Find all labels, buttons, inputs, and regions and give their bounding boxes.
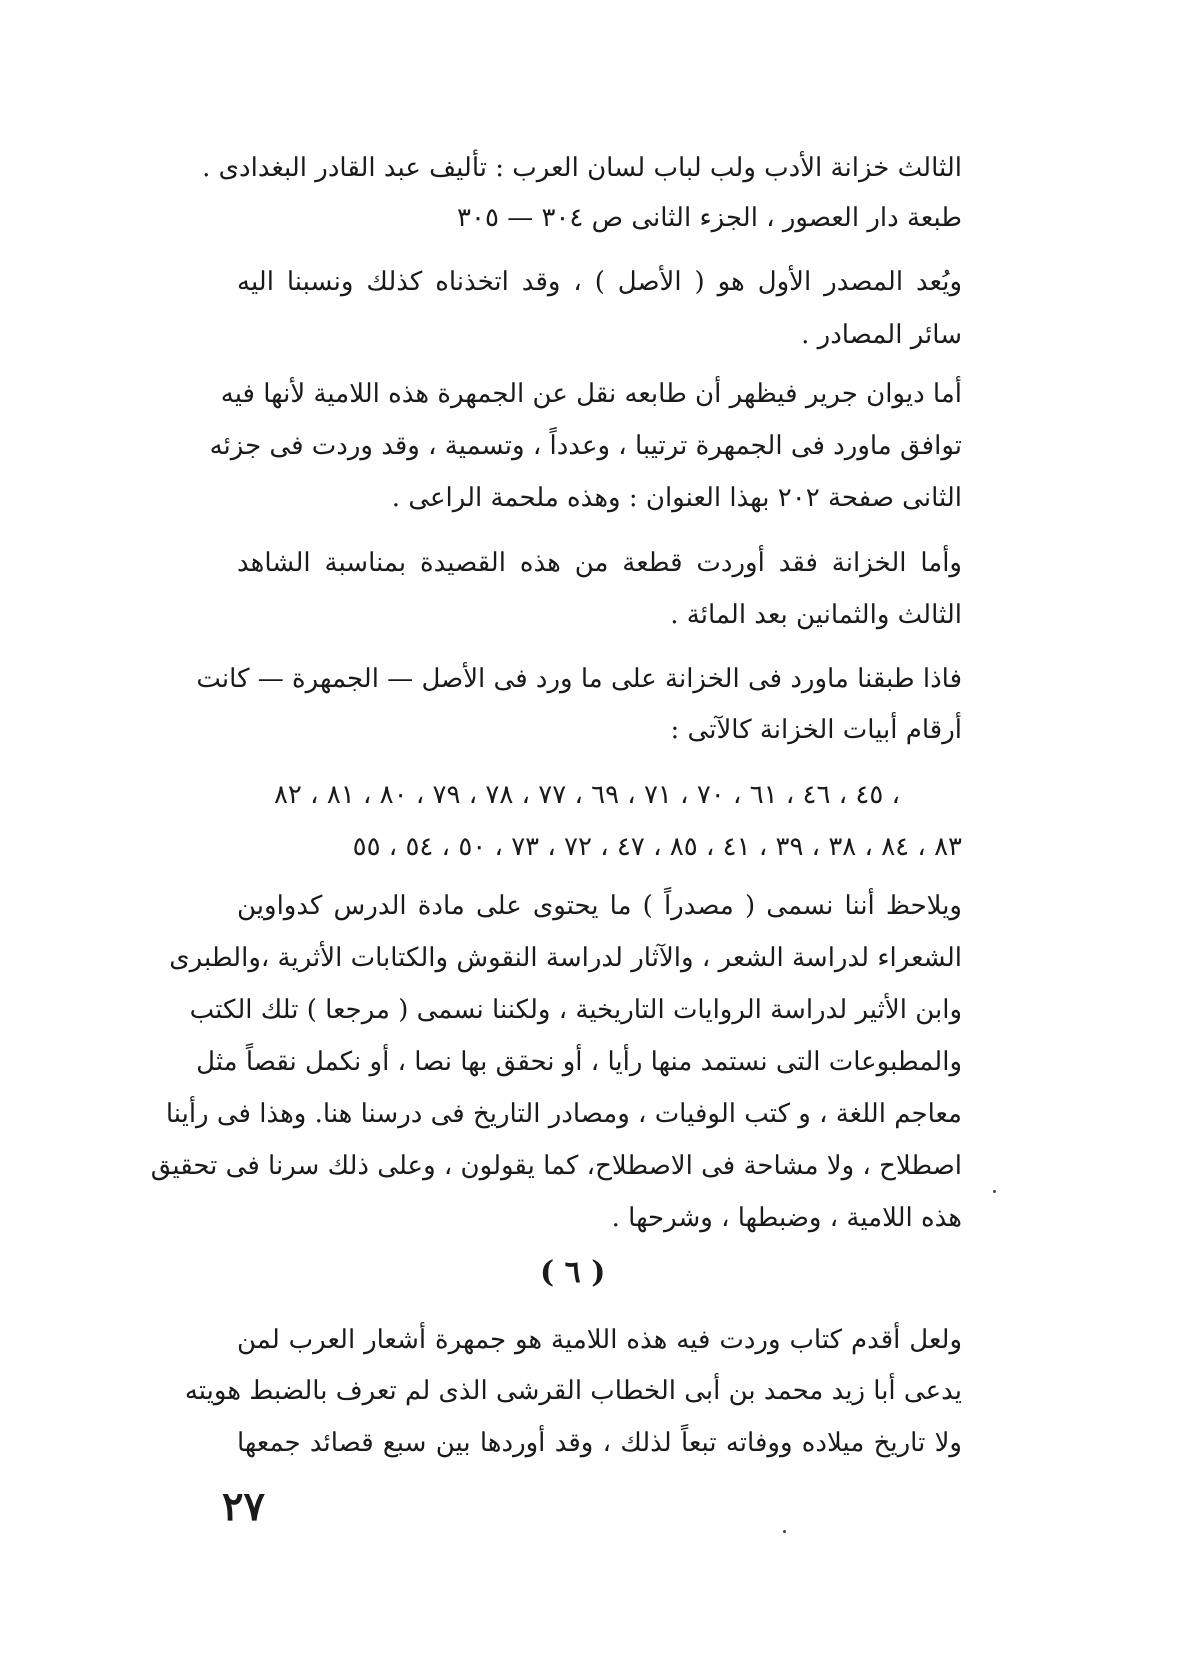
- text-line: ويُعد المصدر الأول هو ( الأصل ) ، وقد اتخذناه كذلك ونسبنا اليه: [237, 267, 962, 297]
- text-line: الثانى صفحة ٢٠٢ بهذا العنوان : وهذه ملحمة الراعى .: [391, 483, 962, 513]
- verse-numbers-line: ٨٣ ، ٨٤ ، ٣٨ ، ٣٩ ، ٤١ ، ٨٥ ، ٤٧ ، ٧٢ ، ٧٣ ، ٥٠ ، ٥٤ ، ٥٥: [352, 832, 962, 862]
- scan-speck: [993, 1190, 996, 1193]
- text-line: هذه اللامية ، وضبطها ، وشرحها .: [611, 1203, 962, 1233]
- text-line: طبعة دار العصور ، الجزء الثانى ص ٣٠٤ — ٣٠٥: [457, 203, 962, 233]
- text-line: سائر المصادر .: [801, 320, 962, 350]
- text-line: والمطبوعات التى نستمد منها رأيا ، أو نحقق بها نصا ، أو نكمل نقصاً مثل: [196, 1047, 962, 1077]
- text-line: وابن الأثير لدراسة الروايات التاريخية ، ولكننا نسمى ( مرجعا ) تلك الكتب: [189, 995, 962, 1025]
- scan-speck: [783, 1530, 786, 1533]
- text-line: ولا تاريخ ميلاده ووفاته تبعاً لذلك ، وقد أوردها بين سبع قصائد جمعها: [237, 1428, 962, 1458]
- text-line: الثالث والثمانين بعد المائة .: [670, 600, 962, 630]
- text-line: معاجم اللغة ، و كتب الوفيات ، ومصادر التاريخ فى درسنا هنا. وهذا فى رأينا: [165, 1099, 962, 1129]
- text-line: توافق ماورد فى الجمهرة ترتيبا ، وعدداً ، وتسمية ، وقد وردت فى جزئه: [209, 431, 962, 461]
- text-line: الثالث خزانة الأدب ولب لباب لسان العرب : تأليف عبد القادر البغدادى .: [202, 153, 962, 183]
- text-line: الشعراء لدراسة الشعر ، والآثار لدراسة النقوش والكتابات الأثرية ،والطبرى: [169, 943, 962, 973]
- verse-numbers-line: ٤٥ ، ٤٦ ، ٦١ ، ٧٠ ، ٧١ ، ٦٩ ، ٧٧ ، ٧٨ ، ٧٩ ، ٨٠ ، ٨١ ، ٨٢ ،: [273, 780, 900, 810]
- text-line: أما ديوان جرير فيظهر أن طابعه نقل عن الجمهرة هذه اللامية لأنها فيه: [220, 379, 962, 409]
- text-line: فاذا طبقنا ماورد فى الخزانة على ما ورد فى الأصل — الجمهرة — كانت: [196, 664, 962, 694]
- section-number: ( ٦ ): [540, 1255, 606, 1290]
- page-number: ٢٧: [222, 1483, 265, 1530]
- text-line: اصطلاح ، ولا مشاحة فى الاصطلاح، كما يقولون ، وعلى ذلك سرنا فى تحقيق: [150, 1151, 962, 1181]
- text-line: وأما الخزانة فقد أوردت قطعة من هذه القصيدة بمناسبة الشاهد: [237, 548, 962, 578]
- text-line: يدعى أبا زيد محمد بن أبى الخطاب القرشى الذى لم تعرف بالضبط هويته: [184, 1376, 962, 1406]
- text-line: ويلاحظ أننا نسمى ( مصدراً ) ما يحتوى على مادة الدرس كدواوين: [237, 891, 962, 921]
- text-line: ولعل أقدم كتاب وردت فيه هذه اللامية هو جمهرة أشعار العرب لمن: [237, 1325, 962, 1355]
- text-line: أرقام أبيات الخزانة كالآتى :: [670, 715, 962, 745]
